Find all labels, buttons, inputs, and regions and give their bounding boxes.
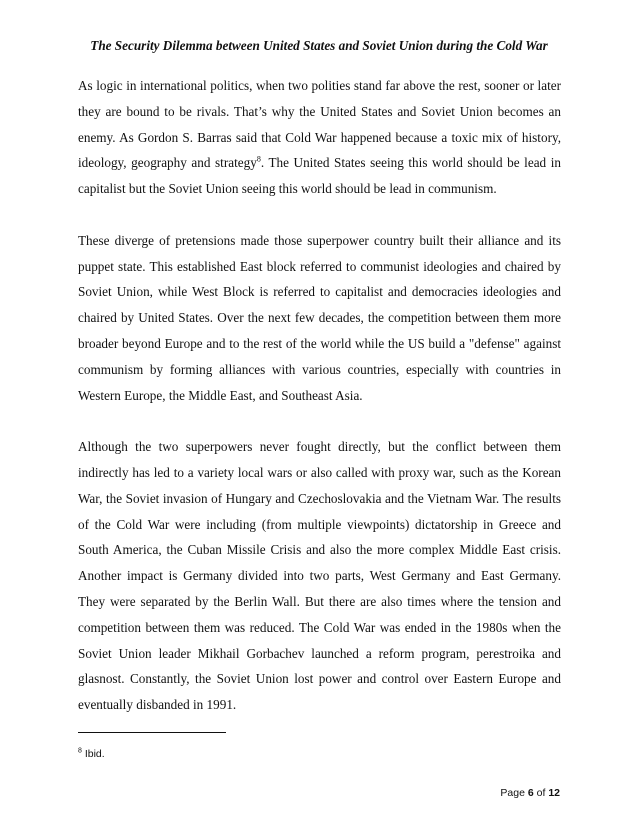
footnote-number: 8 [78,747,82,755]
page-number-current: 6 [527,787,534,799]
paragraph-3: Although the two superpowers never fought directly, but the conflict between them indirectly has led to a variety local wars or also called with proxy war, such as the Korean War, the Soviet invasion of Hungary and Czechoslovakia and the Vietnam War. The results of the Cold War were including (from multiple viewpoints) dictatorship in Greece and South America, the Cuban Missile Crisis and also the more complex Middle East crisis. Another impact is Germany divided into two parts, West Germany and East Germany. They were separated by the Berlin Wall. But there are also times where the tension and competition between them was reduced. The Cold War was ended in the 1980s when the Soviet Union leader Mikhail Gorbachev launched a reform program, perestroika and glasnost. Constantly, the Soviet Union lost power and control over Eastern Europe and eventually disbanded in 1991. [78,439,561,713]
footnote-reference[interactable]: 8 [256,155,261,164]
footnote-text: Ibid. [81,748,105,760]
document-body [78,73,561,744]
page-header-title: The Security Dilemma between United States and Soviet Union during the Cold War [90,38,548,53]
paragraph-1-text-continued: . The United States seeing this world should be lead in capitalist but the Soviet Union seeing this world should be lead in communism. [78,155,561,197]
page-number-prefix: Page [500,787,528,799]
page-number-separator: of [533,787,549,799]
page-number-total: 12 [548,787,560,799]
paragraph-1 [78,73,561,202]
footnote-separator [78,732,226,733]
page-number [500,787,560,799]
paragraph-2: These diverge of pretensions made those superpower country built their alliance and its puppet state. This established East block referred to communist ideologies and chaired by Soviet Union, while West Block is referred to capitalist and democracies ideologies and chaired by United States. Over the next few decades, the competition between them more broader beyond Europe and to the rest of the world while the US build a "defense" against communism by forming alliances with various countries, especially with countries in Western Europe, the Middle East, and Southeast Asia. [78,232,561,403]
paragraph-1-text: As logic in international politics, when two polities stand far above the rest, sooner or later they are bound to be rivals. That’s why the United States and Soviet Union becomes an enemy. As Gordon S. Barras said that Cold War happened because a toxic mix of history, ideology, geography and strategy [78,78,561,171]
footnote [78,748,105,760]
